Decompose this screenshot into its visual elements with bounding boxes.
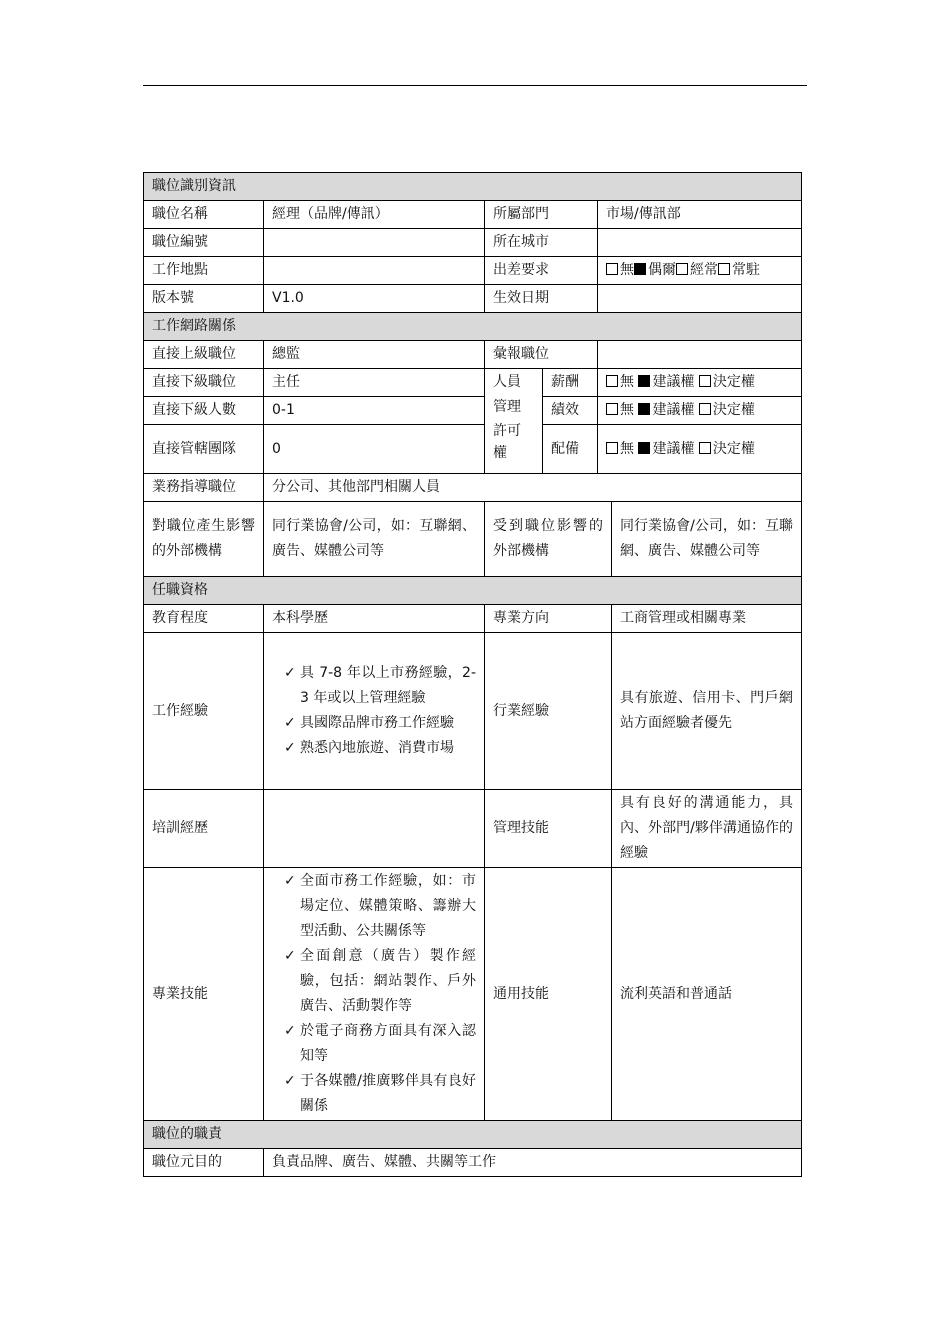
job-title-label: 職位名稱 (144, 201, 264, 229)
effective-value (598, 285, 802, 313)
training-value (264, 790, 485, 868)
permission-row-options (598, 369, 802, 397)
option-decide: 決定權 (712, 440, 755, 457)
education-label: 教育程度 (144, 605, 264, 633)
section-qualifications: 任職資格 (144, 577, 802, 605)
option-decide: 決定權 (712, 374, 755, 390)
guidance-label: 業務指導職位 (144, 474, 264, 502)
influence-in-label: 受到職位影響的外部機構 (485, 502, 612, 577)
influence-out-label: 對職位產生影響的外部機構 (144, 502, 264, 577)
option-decide: 決定權 (712, 402, 755, 418)
checkbox-travel-none[interactable] (606, 263, 618, 275)
checkbox-decide[interactable] (699, 375, 711, 387)
mgmt-skill-value: 具有良好的溝通能力，具內、外部門/夥伴溝通協作的經驗 (612, 790, 802, 868)
pro-skill-list (272, 869, 476, 1119)
option-suggest: 建議權 (652, 402, 695, 418)
permission-row-name: 績效 (543, 397, 598, 425)
effective-label: 生效日期 (485, 285, 598, 313)
job-code-value (264, 229, 485, 257)
experience-label: 工作經驗 (144, 633, 264, 790)
permission-row-name: 配備 (543, 425, 598, 474)
permission-row-options (598, 397, 802, 425)
job-title-value: 經理（品牌/傳訊） (264, 201, 485, 229)
superior-value: 總監 (264, 341, 485, 369)
department-label: 所屬部門 (485, 201, 598, 229)
city-value (598, 229, 802, 257)
mgmt-skill-label: 管理技能 (485, 790, 612, 868)
option-suggest: 建議權 (652, 440, 695, 457)
travel-option-resident: 常駐 (732, 262, 760, 278)
industry-label: 行業經驗 (485, 633, 612, 790)
list-item: ✓ 全面創意（廣告）製作經驗，包括：網站製作、戶外廣告、活動製作等 (284, 944, 476, 1019)
pro-skill-value (264, 868, 485, 1121)
guidance-value: 分公司、其他部門相關人員 (264, 474, 802, 502)
department-value: 市場/傳訊部 (598, 201, 802, 229)
list-item: ✓ 具 7-8 年以上市務經驗，2-3 年或以上管理經驗 (284, 661, 476, 711)
option-none: 無 (620, 374, 634, 390)
option-none: 無 (620, 440, 634, 457)
permission-label (485, 369, 543, 474)
job-description-table (143, 172, 802, 1177)
travel-option-occasional: 偶爾 (648, 262, 676, 278)
general-skill-value: 流利英語和普通話 (612, 868, 802, 1121)
permission-row-name: 薪酬 (543, 369, 598, 397)
travel-option-frequent: 經常 (690, 262, 718, 278)
list-item: ✓ 熟悉內地旅遊、消費市場 (284, 736, 476, 761)
option-none: 無 (620, 402, 634, 418)
version-value: V1.0 (264, 285, 485, 313)
report-value (598, 341, 802, 369)
checkbox-suggest[interactable] (638, 403, 650, 415)
location-value (264, 257, 485, 285)
checkbox-travel-frequent[interactable] (676, 263, 688, 275)
section-identity: 職位識別資訊 (144, 173, 802, 201)
permission-label-line-3: 許可權 (493, 423, 521, 461)
education-value: 本科學歷 (264, 605, 485, 633)
experience-list (272, 661, 476, 761)
team-label: 直接管轄團隊 (144, 425, 264, 474)
checkbox-decide[interactable] (699, 442, 711, 454)
subordinate-label: 直接下級職位 (144, 369, 264, 397)
superior-label: 直接上級職位 (144, 341, 264, 369)
list-item: ✓ 全面市務工作經驗，如：市場定位、媒體策略、籌辦大型活動、公共關係等 (284, 869, 476, 944)
checkbox-travel-resident[interactable] (718, 263, 730, 275)
list-item: ✓ 于各媒體/推廣夥伴具有良好關係 (284, 1069, 476, 1119)
pro-skill-label: 專業技能 (144, 868, 264, 1121)
version-label: 版本號 (144, 285, 264, 313)
permission-label-line-2: 管理 (493, 399, 521, 415)
checkbox-travel-occasional[interactable] (634, 263, 646, 275)
location-label: 工作地點 (144, 257, 264, 285)
header-rule (143, 85, 807, 86)
checkbox-suggest[interactable] (638, 442, 650, 454)
travel-label: 出差要求 (485, 257, 598, 285)
city-label: 所在城市 (485, 229, 598, 257)
checkbox-none[interactable] (606, 442, 618, 454)
influence-out-value: 同行業協會/公司，如：互聯網、廣告、媒體公司等 (264, 502, 485, 577)
general-skill-label: 通用技能 (485, 868, 612, 1121)
job-code-label: 職位編號 (144, 229, 264, 257)
checkbox-none[interactable] (606, 403, 618, 415)
section-network: 工作網路關係 (144, 313, 802, 341)
checkbox-none[interactable] (606, 375, 618, 387)
section-duties: 職位的職責 (144, 1121, 802, 1149)
experience-value (264, 633, 485, 790)
travel-options (598, 257, 802, 285)
checkbox-decide[interactable] (699, 403, 711, 415)
purpose-label: 職位元目的 (144, 1149, 264, 1177)
influence-in-value: 同行業協會/公司，如：互聯網、廣告、媒體公司等 (612, 502, 802, 577)
list-item: ✓ 於電子商務方面具有深入認知等 (284, 1019, 476, 1069)
purpose-value: 負責品牌、廣告、媒體、共關等工作 (264, 1149, 802, 1177)
headcount-value: 0-1 (264, 397, 485, 425)
checkbox-suggest[interactable] (638, 375, 650, 387)
report-label: 彙報職位 (485, 341, 598, 369)
major-value: 工商管理或相關專業 (612, 605, 802, 633)
permission-row-options (598, 425, 802, 474)
team-value: 0 (264, 425, 485, 474)
headcount-label: 直接下級人數 (144, 397, 264, 425)
industry-value: 具有旅遊、信用卡、門戶網站方面經驗者優先 (612, 633, 802, 790)
travel-option-none: 無 (620, 262, 634, 278)
list-item: ✓ 具國際品牌市務工作經驗 (284, 711, 476, 736)
permission-label-line-1: 人員 (493, 374, 521, 390)
option-suggest: 建議權 (652, 374, 695, 390)
major-label: 專業方向 (485, 605, 612, 633)
subordinate-value: 主任 (264, 369, 485, 397)
training-label: 培訓經歷 (144, 790, 264, 868)
